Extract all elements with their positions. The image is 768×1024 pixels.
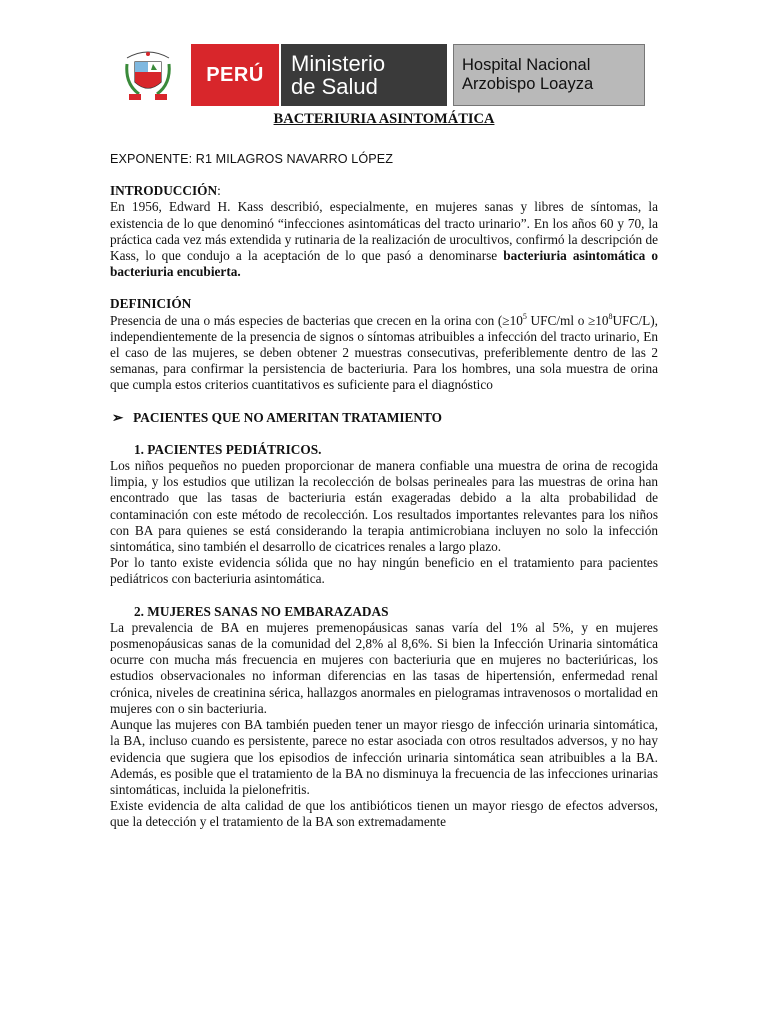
definition-superscript-2: 8 xyxy=(608,311,613,321)
definition-text-1: Presencia de una o más especies de bacterias que crecen en la orina con (≥10 xyxy=(110,312,523,328)
definition-text-2: UFC/ml o ≥10 xyxy=(526,312,609,328)
peru-coat-of-arms-logo xyxy=(113,44,183,106)
bullet-heading-text: PACIENTES QUE NO AMERITAN TRATAMIENTO xyxy=(133,409,442,425)
peru-label: PERÚ xyxy=(191,44,279,106)
ministry-line-1: Ministerio xyxy=(291,51,386,76)
section-2-paragraph-1: La prevalencia de BA en mujeres premenopáusicas sanas varía del 1% al 5%, y en mujeres posmenopáusicas sanas de la comunidad del 2,8% al 8,6%. Si bien la Infección Urinaria sintomática ocurre con mucha más frecuencia en mujeres con bacteriuria que en mujeres no bacteriúricas, los estudios observacionales no informan diferencias en las tasas de hipertensión, enfermedad renal crónica, niveles de creatinina sérica, hallazgos anormales en pielogramas intravenosos o mortalidad en mujeres con o sin bacteriuria. xyxy=(110,619,658,716)
intro-colon: : xyxy=(217,183,221,199)
document-body xyxy=(110,108,658,831)
intro-text: En 1956, Edward H. Kass describió, especialmente, en mujeres sanas y libres de síntomas, la existencia de lo que denominó “infecciones asintomáticas del tracto urinario”. En los años 60 y 70, la práctica cada vez más extendida y rutinaria de la realización de urocultivos, confirmó la descripción de Kass, lo que condujo a la aceptación de lo que pasó a denominarse xyxy=(110,199,658,264)
section-2-paragraph-3: Existe evidencia de alta calidad de que los antibióticos tienen un mayor riesgo de efectos adversos, que la detección y el tratamiento de la BA son extremadamente xyxy=(110,798,658,830)
intro-paragraph xyxy=(110,199,658,280)
ministry-logo xyxy=(279,44,447,106)
intro-bold-term: bacteriuria asintomática o bacteriuria encubierta. xyxy=(110,248,658,280)
document-title: BACTERIURIA ASINTOMÁTICA xyxy=(273,111,495,127)
definition-superscript-1: 5 xyxy=(522,311,527,321)
arrow-bullet-icon: ➢ xyxy=(112,409,124,425)
definition-text-3: UFC/L), independientemente de la presencia de signos o síntomas atribuibles a infección del tracto urinario, En el caso de las mujeres, se deben obtener 2 muestras consecutivas, preferiblemente dentro de las 2 semanas, para confirmar la persistencia de bacteriuria. Para los hombres, una sola muestra de orina que cumpla estos criterios cuantitativos es suficiente para el diagnóstico xyxy=(110,312,658,393)
intro-heading: INTRODUCCIÓN xyxy=(110,183,218,199)
hospital-line-1: Hospital Nacional xyxy=(462,56,591,74)
hospital-line-2: Arzobispo Loayza xyxy=(462,75,594,93)
hospital-logo xyxy=(453,44,645,106)
definition-heading: DEFINICIÓN xyxy=(110,296,192,312)
definition-paragraph xyxy=(110,313,658,394)
ministry-line-2: de Salud xyxy=(291,74,378,99)
header-banner xyxy=(113,44,645,106)
section-1-paragraph-2: Por lo tanto existe evidencia sólida que no hay ningún beneficio en el tratamiento para pacientes pediátricos con bacteriuria asintomática. xyxy=(110,555,658,587)
section-1-heading: 1. PACIENTES PEDIÁTRICOS. xyxy=(134,441,322,457)
section-2-paragraph-2: Aunque las mujeres con BA también pueden tener un mayor riesgo de infección urinaria sintomática, la BA, incluso cuando es persistente, parece no estar asociada con otros resultados adversos, y no hay evidencia que sugiera que los episodios de infección urinaria sintomática sean atribuibles a la BA. Además, es posible que el tratamiento de la BA no disminuya la frecuencia de las infecciones urinarias sintomáticas, incluida la pielonefritis. xyxy=(110,717,658,797)
section-1-paragraph-1: Los niños pequeños no pueden proporcionar de manera confiable una muestra de orina de recogida limpia, y los estudios que utilizan la recolección de bolsas perineales para las muestras de orina han encontrado que las tasas de bacteriuria están exageradas debido a la alta probabilidad de contaminación con este método de recolección. Los resultados importantes relevantes para los niños con BA para quienes se está considerando la terapia antimicrobiana incluyen no solo la infección sintomática, sino también el desarrollo de cicatrices renales a largo plazo. xyxy=(110,458,658,555)
section-bullet-heading xyxy=(110,410,658,426)
presenter-line: EXPONENTE: R1 MILAGROS NAVARRO LÓPEZ xyxy=(110,152,394,166)
intro-heading-line xyxy=(110,183,658,199)
section-2-heading: 2. MUJERES SANAS NO EMBARAZADAS xyxy=(134,603,389,619)
